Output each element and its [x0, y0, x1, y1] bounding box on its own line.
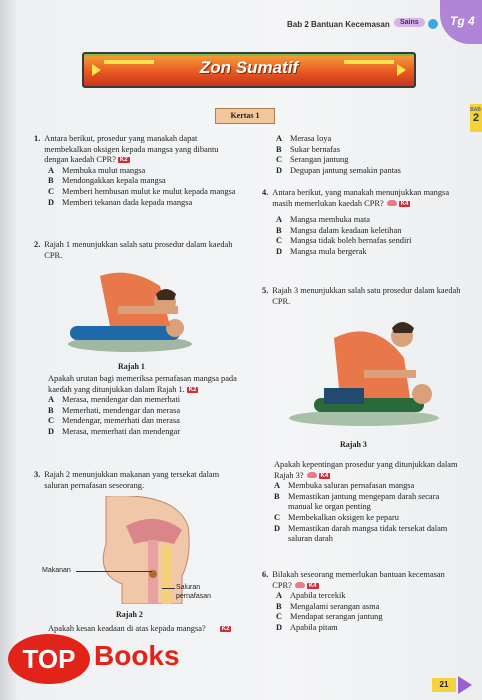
stem-text: Antara berikut, prosedur yang manakah dapat membekalkan oksigen kepada mangsa yang dibantu dengan kaedah CPR? — [44, 134, 219, 165]
question-number: 5. — [262, 286, 269, 295]
paper-label: Kertas 1 — [215, 108, 275, 124]
question-stem — [272, 188, 464, 209]
question-number: 4. — [262, 188, 269, 197]
level-badge: K4 — [320, 472, 329, 479]
page-header — [0, 0, 482, 52]
option-c[interactable]: C Serangan jantung — [276, 155, 349, 165]
grade-label: Tg 4 — [450, 14, 475, 28]
topbooks-logo — [8, 628, 198, 690]
option-d[interactable]: D Memberi tekanan dada kepada mangsa — [48, 197, 193, 207]
option-d[interactable]: D Memastikan darah mangsa tidak tersekat dalam saluran darah — [274, 523, 448, 544]
logo-books: Books — [94, 640, 180, 671]
question-number: 6. — [262, 570, 269, 579]
cpr-illustration-1 — [60, 266, 200, 356]
option-a[interactable]: A Membuka mulut mangsa — [48, 165, 146, 175]
option-d[interactable]: D Apabila pitam — [276, 622, 338, 632]
question-text: Apakah kepentingan prosedur yang ditunjukkan dalam Rajah 3? — [274, 460, 458, 480]
question-5-prompt — [274, 460, 464, 545]
option-d[interactable]: D Degupan jantung semakin pantas — [276, 165, 401, 175]
level-badge: K2 — [188, 386, 197, 393]
leader-line — [162, 588, 175, 589]
level-badge: K4 — [308, 582, 317, 589]
question-2 — [34, 240, 242, 261]
grade-tab — [440, 0, 482, 44]
subject-badge: Sains — [394, 18, 425, 27]
brain-icon — [387, 200, 397, 206]
option-c[interactable]: C Mendapat serangan jantung — [276, 612, 383, 622]
level-badge: K2 — [221, 626, 230, 632]
question-stem — [272, 570, 464, 591]
chapter-title: Bab 2 Bantuan Kecemasan — [287, 20, 390, 29]
brain-icon — [307, 472, 317, 478]
option-b[interactable]: B Mangsa dalam keadaan keletihan — [276, 225, 402, 235]
logo-top: TOP — [8, 634, 90, 684]
banner-title: Zon Sumatif — [199, 58, 299, 77]
question-2-prompt — [48, 374, 242, 438]
option-b[interactable]: B Mendongakkan kepala mangsa — [48, 176, 166, 186]
option-a[interactable]: A Mangsa membuka mata — [276, 215, 371, 225]
cpr-illustration-3 — [284, 318, 444, 428]
option-c[interactable]: C Memberi hembusan mulut ke mulut kepada mangsa — [48, 186, 236, 196]
edge-tab-small: BAB — [470, 107, 481, 113]
option-b[interactable]: B Mengalami serangan asma — [276, 601, 380, 611]
stem-text: Antara berikut, yang manakah menunjukkan mangsa masih memerlukan kaedah CPR? — [272, 188, 450, 208]
question-stem: Rajah 3 menunjukkan salah satu prosedur dalam kaedah CPR. — [272, 286, 461, 306]
question-text: Apakah kesan keadaan di atas kepada mangsa? — [48, 624, 206, 633]
label-airway-2: pernafasan — [176, 593, 212, 600]
question-number: 3. — [34, 470, 41, 479]
section-banner — [82, 52, 416, 88]
option-a[interactable]: A Apabila tercekik — [276, 591, 346, 601]
label-airway-1: Saluran — [176, 584, 201, 591]
option-c[interactable]: C Mendengar, memerhati dan merasa — [48, 416, 180, 426]
option-a[interactable]: A Membuka saluran pernafasan mangsa — [274, 481, 415, 491]
question-5 — [262, 286, 464, 307]
question-1 — [34, 134, 242, 208]
question-3-options — [276, 134, 466, 176]
option-c[interactable]: C Membekalkan oksigen ke peparu — [274, 512, 399, 522]
option-b[interactable]: B Sukar bernafas — [276, 144, 340, 154]
figure-caption: Rajah 3 — [340, 440, 367, 449]
chapter-edge-tab — [470, 104, 482, 132]
question-stem: Rajah 1 menunjukkan salah satu prosedur dalam kaedah CPR. — [44, 240, 233, 260]
option-d[interactable]: D Merasa, memerhati dan mendengar — [48, 426, 181, 436]
question-stem — [44, 134, 242, 166]
level-badge: K2 — [119, 157, 128, 164]
figure-caption: Rajah 2 — [116, 610, 143, 619]
option-b[interactable]: B Memerhati, mendengar dan merasa — [48, 405, 181, 415]
label-food: Makanan — [42, 567, 71, 574]
stem-text: Bilakah seseorang memerlukan bantuan kecemasan CPR? — [272, 570, 445, 590]
brain-icon — [295, 582, 305, 588]
banner-stripe — [344, 60, 394, 64]
question-number: 1. — [34, 134, 41, 143]
question-number: 2. — [34, 240, 41, 249]
question-4 — [262, 188, 464, 258]
option-b[interactable]: B Memastikan jantung mengepam darah secara manual ke organ penting — [274, 491, 440, 512]
option-a[interactable]: A Merasa loya — [276, 134, 332, 143]
arrow-icon — [397, 64, 406, 76]
page-number: 21 — [432, 678, 456, 692]
question-stem: Rajah 2 menunjukkan makanan yang tersekat dalam saluran pernafasan seseorang. — [44, 470, 220, 490]
leader-line — [76, 571, 152, 572]
edge-tab-number: 2 — [472, 112, 480, 124]
next-arrow-icon — [458, 676, 472, 694]
globe-icon — [428, 19, 438, 29]
option-c[interactable]: C Mangsa tidak boleh bernafas sendiri — [276, 236, 412, 246]
level-badge: K4 — [400, 200, 409, 207]
option-d[interactable]: D Mangsa mula bergerak — [276, 246, 367, 256]
question-3 — [34, 470, 242, 491]
option-a[interactable]: A Merasa, mendengar dan memerhati — [48, 395, 181, 405]
question-6 — [262, 570, 464, 634]
figure-caption: Rajah 1 — [118, 362, 145, 371]
question-text: Apakah urutan bagi memeriksa pernafasan mangsa pada kaedah yang ditunjukkan dalam Rajah 1. — [48, 374, 237, 394]
